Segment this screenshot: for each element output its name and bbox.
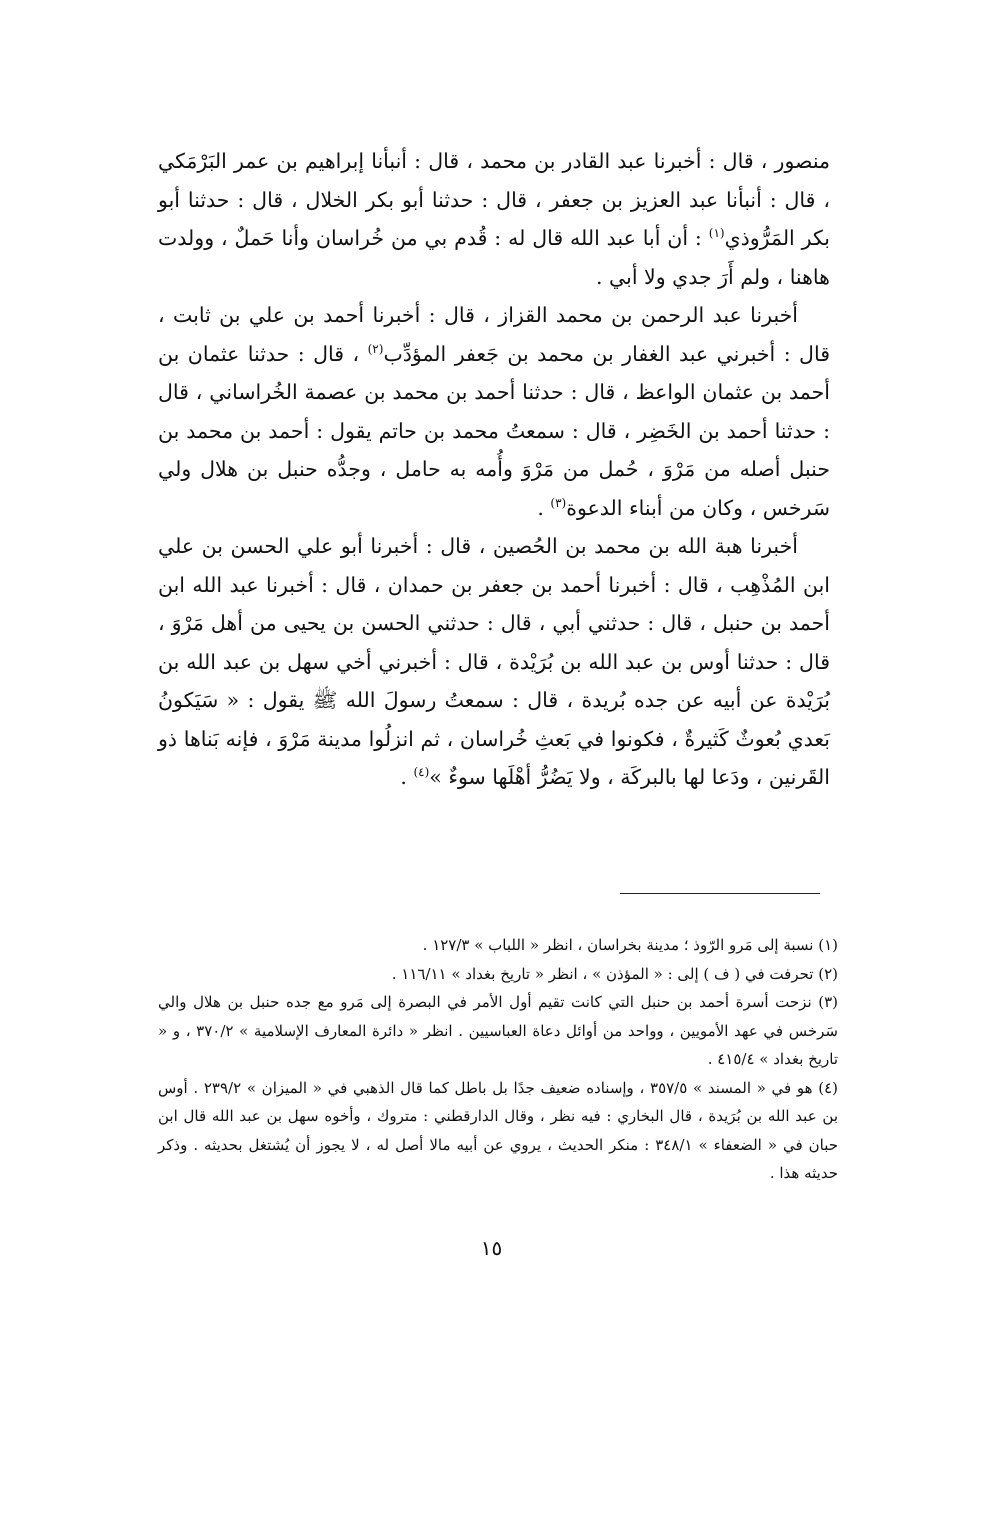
paragraph-1-tail: : أن أبا عبد الله قال له : قُدم بي من خُراسان وأنا حَملٌ ، وولدت هاهنا ، ولم أَرَ جدي ولا أبي .	[158, 226, 830, 289]
page-number: ١٥	[480, 1236, 503, 1260]
footnote-ref-2: (٢)	[367, 341, 384, 356]
paragraph-3-tail: .	[400, 765, 414, 789]
paragraph-3	[158, 527, 830, 797]
footnote-separator	[620, 893, 820, 894]
paragraph-3-text: أخبرنا هبة الله بن محمد بن الحُصين ، قال : أخبرنا أبو علي الحسن بن علي ابن المُذْهِب ، قال : أخبرنا أحمد بن جعفر بن حمدان ، قال : أخبرنا عبد الله ابن أحمد بن حنبل ، قال : حدثني أبي ، قال : حدثني الحسن بن يحيى من أهل مَرْوَ ، قال : حدثنا أوس بن عبد الله بن بُرَيْدة ، قال : أخبرني أخي سهل بن عبد الله بن بُرَيْدة عن أبيه عن جده بُريدة ، قال : سمعتُ رسولَ الله ﷺ يقول : « سَيَكونُ بَعدي بُعوثٌ كَثيرةٌ ، فكونوا في بَعثِ خُراسان ، ثم انزلُوا مدينة مَرْوَ ، فإنه بَناها ذو القَرنين ، ودَعا لها بالبركَة ، ولا يَضُرُّ أهْلَها سوءٌ »	[158, 534, 830, 789]
main-text-block	[158, 142, 830, 797]
paragraph-1-text: منصور ، قال : أخبرنا عبد القادر بن محمد ، قال : أنبأنا إبراهيم بن عمر البَرْمَكي ، قال : أنبأنا عبد العزيز بن جعفر ، قال : حدثنا أبو بكر الخلال ، قال : حدثنا أبو بكر المَرُّوذي	[158, 149, 830, 250]
paragraph-1	[158, 142, 830, 296]
paragraph-2-tail: .	[537, 495, 551, 520]
paragraph-2	[158, 296, 830, 527]
footnote-2: (٢) تحرفت في ( ف ) إلى : « المؤذن » ، انظر « تاريخ بغداد » ١١٦/١١ .	[391, 964, 838, 983]
footnote-ref-3: (٣)	[550, 495, 567, 510]
footnote-3: (٣) نزحت أسرة أحمد بن حنبل التي كانت تقيم أول الأمر في البصرة إلى مَرو مع جده حنبل بن هلال والي سَرخس في عهد الأمويين ، وواحد من أوائل دعاة العباسيين . انظر « دائرة المعارف الإسلامية » ٣٧٠/٢ ، و « تاريخ بغداد » ٤١٥/٤ .	[158, 993, 838, 1068]
footnote-4: (٤) هو في « المسند » ٣٥٧/٥ ، وإسناده ضعيف جدًا بل باطل كما قال الذهبي في « الميزان » ٢٣٩/٢ . أوس بن عبد الله بن بُرَيدة ، قال البخاري : فيه نظر ، وقال الدارقطني : متروك ، وأخوه سهل بن عبد الله قال ابن حبان في « الضعفاء » ٣٤٨/١ : منكر الحديث ، يروي عن أبيه مالا أصل له ، لا يجوز أن يُشتغل بحديثه . وذكر حديثه هذا .	[158, 1078, 839, 1182]
paragraph-2-middle: ، قال : حدثنا عثمان بن أحمد بن عثمان الواعظ ، قال : حدثنا أحمد بن محمد بن عصمة الخُراساني ، قال : حدثنا أحمد بن الخَضِر ، قال : سمعتُ محمد بن حاتم يقول : أحمد بن محمد بن حنبل أصله من مَرْوَ ، حُمل من مَرْوَ وأُمه به حامل ، وجدُّه حنبل بن هلال ولي سَرخس ، وكان من أبناء الدعوة	[158, 341, 830, 520]
footnote-ref-1: (١)	[708, 226, 725, 241]
footnote-ref-4: (٤)	[413, 765, 430, 780]
footnotes-block	[158, 931, 838, 1188]
paragraph-2-text: أخبرنا عبد الرحمن بن محمد القزاز ، قال : أخبرنا أحمد بن علي بن ثابت ، قال : أخبرني عبد الغفار بن محمد بن جَعفر المؤدِّب	[158, 303, 830, 366]
footnote-1: (١) نسبة إلى مَرو الرّوذ ؛ مدينة بخراسان ، انظر « اللباب » ١٢٧/٣ .	[422, 936, 838, 954]
